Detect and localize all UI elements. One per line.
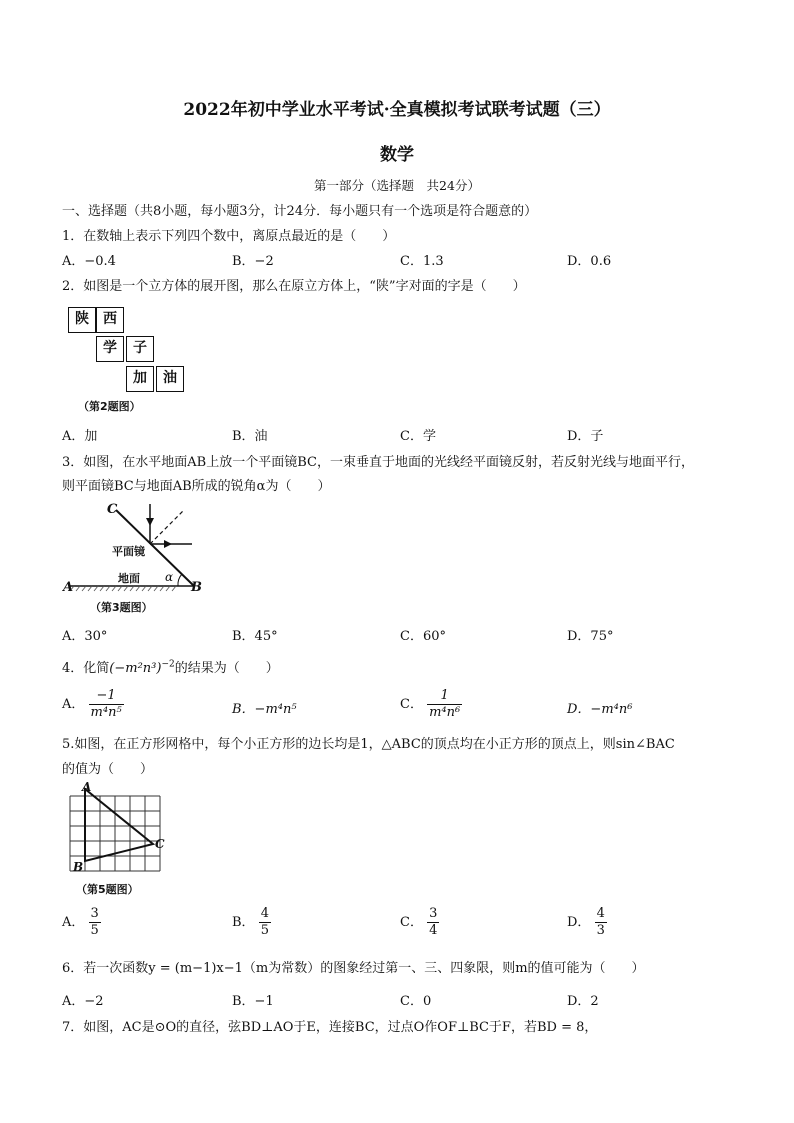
section-instructions: 一、选择题（共8小题，每小题3分，计24分．每小题只有一个选项是符合题意的）	[62, 204, 538, 219]
q4-option-a	[62, 688, 124, 721]
q5-option-b	[232, 906, 271, 939]
net-cell: 西	[96, 307, 124, 333]
fraction	[595, 906, 607, 939]
q1-stem: 1．在数轴上表示下列四个数中，离原点最近的是（ ）	[62, 229, 396, 244]
part-heading: 第一部分（选择题 共24分）	[314, 178, 480, 193]
net-cell: 加	[126, 366, 154, 392]
option-label: D．	[567, 915, 591, 930]
page-title: 2022年初中学业水平考试·全真模拟考试联考试题（三）	[183, 100, 611, 120]
q3-label-b: B	[191, 580, 202, 595]
q3-option-d: D．75°	[567, 629, 614, 644]
subject-title: 数学	[380, 145, 414, 165]
numerator: 1	[427, 688, 462, 705]
q5-label-c: C	[155, 837, 165, 851]
denominator: 3	[596, 923, 605, 938]
q2-option-b: B．油	[232, 429, 268, 444]
triangle-abc	[85, 789, 153, 861]
q5-stem-line2: 的值为（ ）	[62, 762, 154, 777]
q6-option-c: C．0	[400, 994, 432, 1009]
q3-stem-line2: 则平面镜BC与地面AB所成的锐角α为（ ）	[62, 479, 331, 494]
q2-option-a: A．加	[62, 429, 98, 444]
dashed-normal	[150, 510, 184, 544]
q3-label-c: C	[107, 502, 118, 517]
q5-figure-caption: （第5题图）	[76, 883, 139, 896]
q3-figure-caption: （第3题图）	[90, 601, 153, 614]
q4-stem	[62, 657, 279, 676]
grid-lines	[70, 796, 160, 871]
q4-stem-suffix: 的结果为（ ）	[174, 661, 279, 676]
fraction	[427, 906, 439, 939]
q2-option-c: C．学	[400, 429, 436, 444]
q4-option-d: D．−m⁴n⁶	[567, 702, 633, 717]
net-cell: 学	[96, 336, 124, 362]
q6-stem: 6．若一次函数y = (m−1)x−1（m为常数）的图象经过第一、三、四象限，则m的值可能为（ ）	[62, 961, 645, 976]
q2-option-d: D．子	[567, 429, 604, 444]
q3-label-alpha: α	[165, 570, 174, 584]
fraction	[89, 906, 101, 939]
numerator: 4	[596, 906, 605, 921]
numerator: −1	[89, 688, 124, 705]
q6-option-d: D．2	[567, 994, 599, 1009]
denominator: m⁴n⁶	[429, 705, 461, 720]
q5-label-a: A	[82, 780, 92, 794]
numerator: 3	[90, 906, 99, 921]
q6-option-b: B．−1	[232, 994, 274, 1009]
q4-option-b: B．−m⁴n⁵	[232, 702, 297, 717]
option-label: A．	[62, 915, 85, 930]
option-label: A．	[62, 697, 85, 712]
numerator: 4	[260, 906, 269, 921]
q4-option-c	[400, 688, 462, 721]
fraction	[259, 906, 271, 939]
q4-exponent: −2	[161, 659, 175, 670]
fraction	[427, 688, 462, 721]
denominator: 5	[90, 923, 99, 938]
q4-expression: (−m²n³)	[109, 661, 162, 676]
q6-option-a: A．−2	[62, 994, 104, 1009]
q1-option-a: A．−0.4	[62, 254, 116, 269]
q5-label-b: B	[73, 860, 84, 874]
q3-option-c: C．60°	[400, 629, 446, 644]
alpha-arc	[178, 574, 182, 586]
q3-option-a: A．30°	[62, 629, 108, 644]
net-cell: 油	[156, 366, 184, 392]
net-cell: 子	[126, 336, 154, 362]
denominator: m⁴n⁵	[90, 705, 122, 720]
fraction	[89, 688, 124, 721]
denominator: 5	[260, 923, 269, 938]
q3-option-b: B．45°	[232, 629, 278, 644]
q3-label-a: A	[63, 580, 74, 595]
incident-arrow	[146, 518, 154, 526]
net-cell: 陕	[68, 307, 96, 333]
option-label: C．	[400, 697, 423, 712]
q3-stem-line1: 3．如图，在水平地面AB上放一个平面镜BC，一束垂直于地面的光线经平面镜反射，若反射光线与地面平行，	[62, 455, 694, 470]
q5-option-c	[400, 906, 439, 939]
q5-option-a	[62, 906, 101, 939]
q2-figure-caption: （第2题图）	[78, 400, 141, 413]
q1-option-b: B．−2	[232, 254, 274, 269]
q1-option-d: D．0.6	[567, 254, 612, 269]
q3-label-mirror: 平面镜	[112, 545, 145, 558]
q7-stem: 7．如图，AC是⊙O的直径，弦BD⊥AO于E，连接BC，过点O作OF⊥BC于F，若BD = 8，	[62, 1020, 598, 1035]
option-label: B．	[232, 915, 255, 930]
q3-label-ground: 地面	[118, 572, 140, 585]
reflected-arrow	[164, 540, 172, 548]
numerator: 3	[429, 906, 438, 921]
q4-stem-prefix: 4．化简	[62, 661, 110, 676]
q2-stem: 2．如图是一个立方体的展开图，那么在原立方体上，“陕”字对面的字是（ ）	[62, 279, 526, 294]
option-label: C．	[400, 915, 423, 930]
q5-option-d	[567, 906, 607, 939]
q5-stem-line1: 5.如图，在正方形网格中，每个小正方形的边长均是1，△ABC的顶点均在小正方形的顶点上，则sin∠BAC	[62, 737, 675, 752]
q1-option-c: C．1.3	[400, 254, 444, 269]
denominator: 4	[429, 923, 438, 938]
